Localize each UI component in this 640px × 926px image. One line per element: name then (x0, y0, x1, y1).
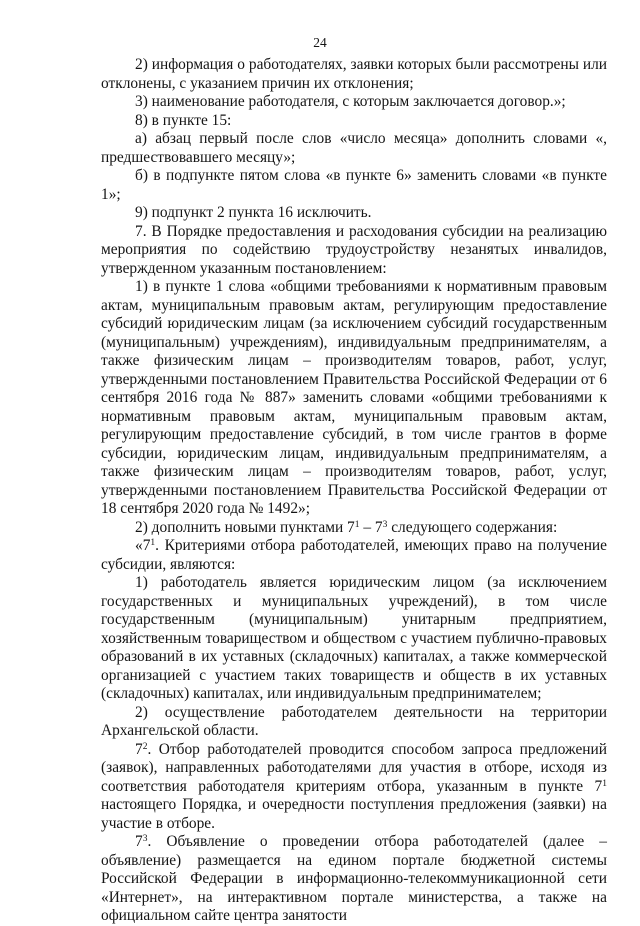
paragraph-13-text-c: настоящего Порядка, и очередности поступления предложения (заявки) на участие в отборе. (101, 796, 607, 832)
paragraph-9 (101, 519, 607, 538)
superscript: 1 (354, 519, 360, 530)
paragraph-10-text-b: . Критериями отбора работодателей, имеющих право на получение субсидии, являются: (101, 537, 607, 573)
paragraph-1: 2) информация о работодателях, заявки которых были рассмотрены или отклонены, с указанием причин их отклонения; (101, 56, 607, 92)
paragraph-3: 8) в пункте 15: (135, 111, 232, 129)
superscript: 1 (602, 778, 607, 789)
page-number: 24 (313, 35, 327, 50)
superscript: 1 (150, 538, 156, 548)
superscript: 3 (382, 519, 388, 530)
paragraph-9-text-c: следующего содержания: (387, 518, 558, 536)
superscript: 3 (142, 834, 148, 844)
paragraph-9-text-b: – 7 (359, 518, 383, 536)
paragraph-7: 7. В Порядке предоставления и расходования субсидии на реализацию мероприятия по содействию трудоустройству незанятых инвалидов, утвержденном указанным постановлением: (101, 222, 607, 277)
paragraph-14 (101, 833, 607, 926)
paragraph-13-text-b: . Отбор работодателей проводится способом запроса предложений (заявок), направленных работодателями для участия в отборе, исходя из соответствия работодателя критериям отбора, указанным в пункте 7 (101, 740, 607, 795)
paragraph-9-text-a: 2) дополнить новыми пунктами 7 (135, 518, 355, 536)
paragraph-2: 3) наименование работодателя, с которым заключается договор.»; (135, 93, 566, 110)
paragraph-4: а) абзац первый после слов «число месяца» дополнить словами «, предшествовавшего месяцу»; (101, 130, 607, 166)
paragraph-14-text-b: . Объявление о проведении отбора работодателей (далее – объявление) размещается на едином портале бюджетной системы Российской Федерации в информационно-телекоммуникационной сети «Интернет», на интерактивном портале министерства, а также на официальном сайте центра занятости (101, 833, 607, 924)
paragraph-5: б) в подпункте пятом слова «в пункте 6» заменить словами «в пункте 1»; (101, 167, 607, 203)
paragraph-11: 1) работодатель является юридическим лицом (за исключением государственных и муниципальных учреждений), в том числе государственным (муниципальным) унитарным предприятием, хозяйственным товариществом и обществом с участием публично-правовых образований в их уставных (складочных) капиталах, а также коммерческой организацией с участием таких товариществ и обществ в их уставных (складочных) капиталах, или индивидуальным предпринимателем; (101, 574, 607, 702)
paragraph-13-text-a: 7 (135, 740, 143, 758)
superscript: 2 (142, 741, 148, 752)
paragraph-13 (101, 741, 607, 834)
paragraph-12: 2) осуществление работодателем деятельности на территории Архангельской области. (101, 703, 607, 739)
paragraph-10 (101, 537, 607, 574)
paragraph-10-text-a: «7 (135, 537, 151, 554)
document-body (101, 56, 607, 926)
paragraph-8: 1) в пункте 1 слова «общими требованиями к нормативным правовым актам, муниципальным правовым актам, регулирующим предоставление субсидий юридическим лицам (за исключением субсидий государственным (муниципальным) учреждениям), индивидуальным предпринимателям, а также физическим лицам – производителям товаров, работ, услуг, утвержденными постановлением Правительства Российской Федерации от 6 сентября 2016 года № 887» заменить словами «общими требованиями к нормативным правовым актам, муниципальным правовым актам, регулирующим предоставление субсидий, в том числе грантов в форме субсидии, юридическим лицам, индивидуальным предпринимателям, а также физическим лицам – производителям товаров, работ, услуг, утвержденными постановлением Правительства Российской Федерации от 18 сентября 2020 года № 1492»; (101, 278, 607, 517)
paragraph-6: 9) подпункт 2 пункта 16 исключить. (135, 204, 372, 221)
paragraph-14-text-a: 7 (135, 833, 143, 850)
